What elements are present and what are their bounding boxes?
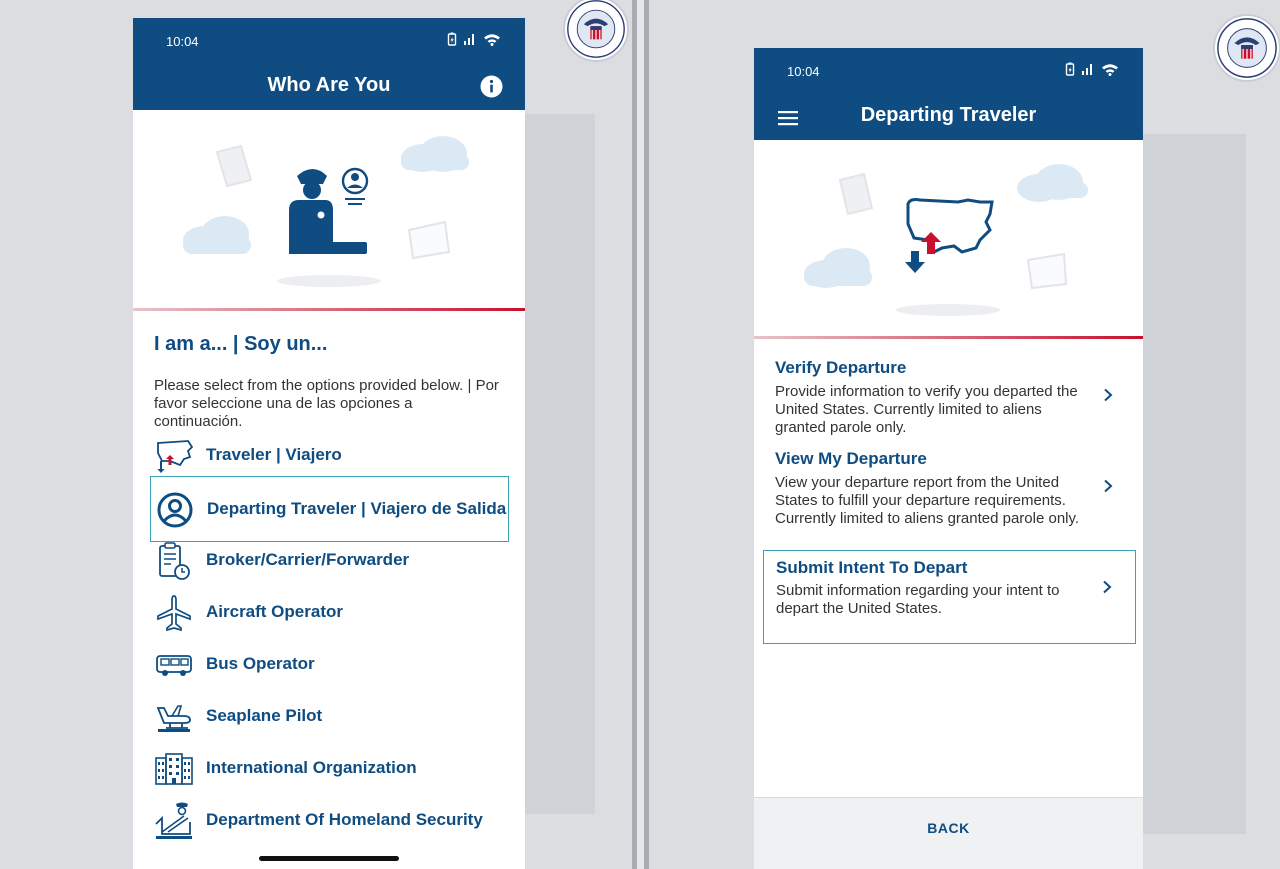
card-title: Submit Intent To Depart — [776, 558, 968, 577]
option-label: Broker/Carrier/Forwarder — [206, 550, 410, 569]
app-bar — [754, 96, 1143, 140]
option-department-of-homeland-security[interactable] — [150, 788, 509, 854]
seaplane-icon — [154, 698, 194, 736]
page-title: Who Are You — [267, 74, 391, 96]
status-icons — [1065, 62, 1119, 76]
option-label: Seaplane Pilot — [206, 706, 323, 725]
back-button[interactable]: BACK — [927, 820, 970, 836]
airplane-icon — [154, 594, 194, 632]
info-icon[interactable] — [480, 75, 503, 98]
chevron-right-icon — [1102, 388, 1114, 402]
view-my-departure-card[interactable] — [763, 449, 1136, 535]
left-screenshot-panel — [0, 0, 632, 869]
usa-map-icon — [154, 437, 194, 475]
home-indicator[interactable] — [259, 856, 399, 861]
submit-intent-to-depart-card[interactable] — [763, 550, 1136, 644]
accent-divider — [133, 308, 525, 311]
option-label: International Organization — [206, 758, 417, 777]
option-label: Departing Traveler | Viajero de Salida — [207, 499, 507, 518]
option-label: Department Of Homeland Security — [206, 810, 483, 829]
who-are-you-screen — [133, 18, 525, 869]
right-screenshot-panel — [649, 0, 1280, 869]
chevron-right-icon — [1102, 479, 1114, 493]
status-time: 10:04 — [787, 64, 820, 79]
card-description: Provide information to verify you departed the United States. Currently limited to aliens granted parole only. — [775, 383, 1078, 436]
hero-illustration — [133, 110, 525, 308]
building-icon — [154, 750, 194, 788]
verify-departure-card[interactable] — [763, 358, 1136, 444]
person-circle-icon — [155, 491, 195, 529]
cellular-signal-icon — [463, 33, 477, 45]
accent-divider — [754, 336, 1143, 339]
officer-desk-icon — [154, 802, 194, 840]
wifi-icon — [483, 33, 501, 46]
bus-icon — [154, 646, 194, 684]
intro-text: Please select from the options provided below. | Por favor seleccione una de las opciones a continuación. — [154, 377, 499, 430]
app-bar — [133, 66, 525, 110]
clipboard-clock-icon — [154, 542, 194, 580]
status-time: 10:04 — [166, 34, 199, 49]
option-label: Traveler | Viajero — [206, 445, 342, 464]
status-bar — [133, 18, 525, 66]
footer-bar — [754, 797, 1143, 869]
option-label: Bus Operator — [206, 654, 315, 673]
page-title: Departing Traveler — [860, 104, 1037, 126]
status-icons — [447, 32, 501, 46]
wifi-icon — [1101, 63, 1119, 76]
hero-illustration — [754, 140, 1143, 338]
card-description: View your departure report from the United States to fulfill your departure requirements. Currently limited to aliens granted parole only. — [775, 474, 1080, 527]
card-title: Verify Departure — [775, 358, 907, 377]
chevron-right-icon — [1101, 580, 1113, 594]
status-bar — [754, 48, 1143, 96]
card-title: View My Departure — [775, 449, 927, 468]
screenshot-divider — [632, 0, 649, 869]
section-heading: I am a... | Soy un... — [154, 333, 328, 355]
option-label: Aircraft Operator — [206, 602, 343, 621]
battery-charging-icon — [1065, 62, 1075, 76]
battery-charging-icon — [447, 32, 457, 46]
departing-traveler-screen — [754, 48, 1143, 869]
card-description: Submit information regarding your intent to depart the United States. — [776, 582, 1060, 617]
cbp-seal-logo — [563, 0, 629, 62]
cbp-seal-logo — [1213, 14, 1280, 82]
cellular-signal-icon — [1081, 63, 1095, 75]
